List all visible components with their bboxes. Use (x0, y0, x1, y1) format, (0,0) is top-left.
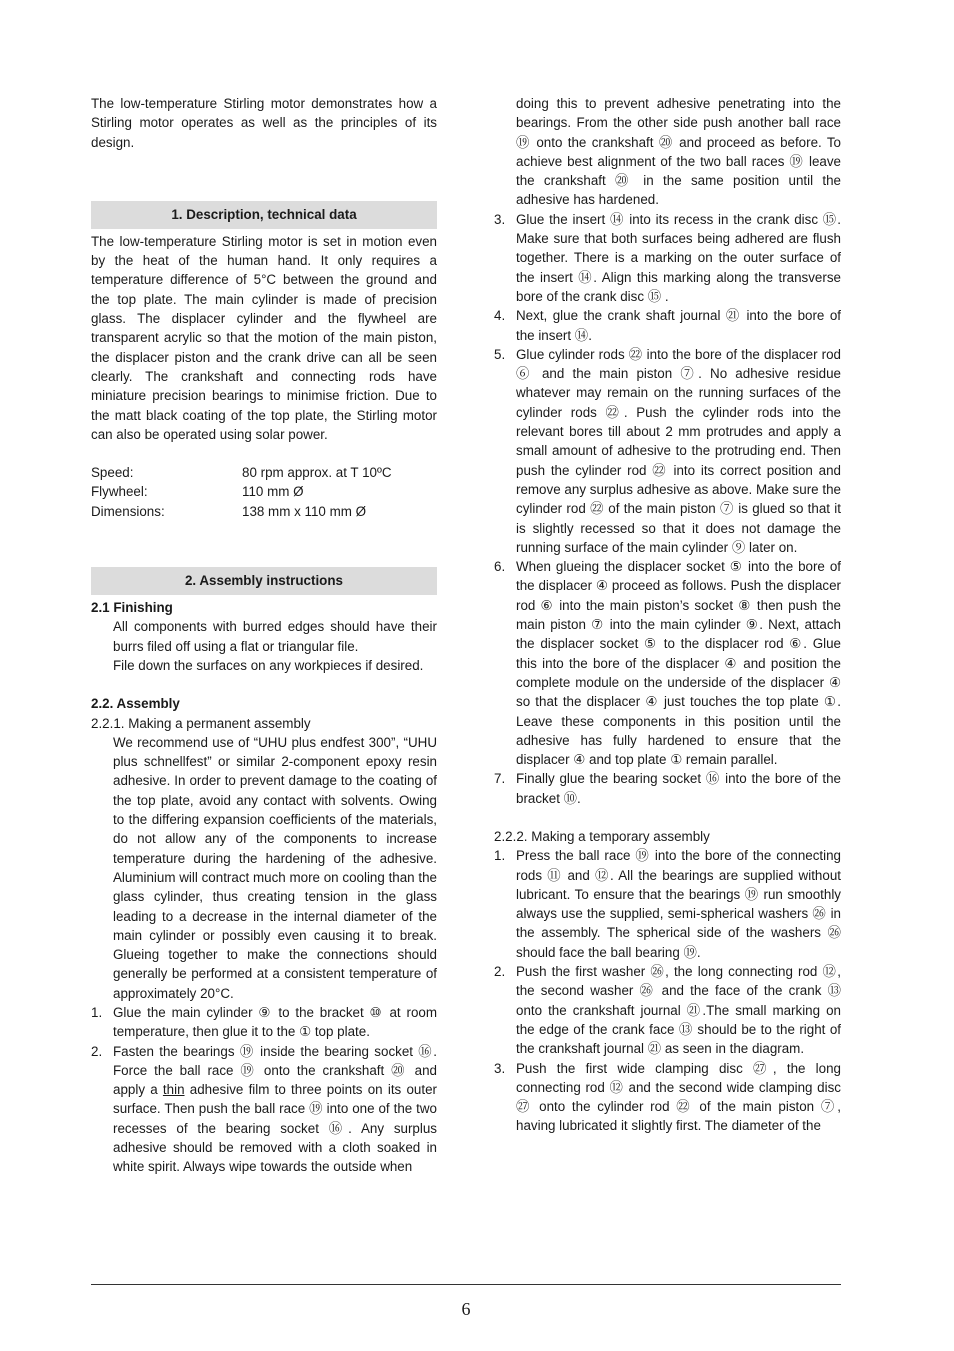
text-part: Fasten the bearings ⑲ inside the bearing socket ⑯. Force the ball race ⑲ onto the crankshaft ⑳ and apply a (113, 1043, 437, 1098)
spec-row-flywheel (91, 482, 437, 501)
list-number: 6. (494, 559, 506, 575)
permanent-assembly-title: 2.2.1. Making a permanent assembly (91, 715, 311, 731)
list-text: Next, glue the crank shaft journal ㉑ into the bore of the insert ⑭. (516, 308, 841, 343)
list-item (91, 1042, 437, 1177)
finishing-paragraph-1: All components with burred edges should have their burrs filed off using a flat or triangular file. (113, 619, 437, 654)
list-text: Push the first wide clamping disc ㉗, the long connecting rod ⑫ and the second wide clamping disc ㉗ onto the cylinder rod ㉒ of the main piston ⑦, having lubricated it slightly first. The diameter of the (516, 1060, 841, 1134)
intro-paragraph: The low-temperature Stirling motor demonstrates how a Stirling motor operates as well as the principles of its design. (91, 96, 437, 150)
list-text: When glueing the displacer socket ⑤ into the bore of the displacer ④ proceed as follows. Push the displacer rod ⑥ into the main piston’s socket ⑧ then push the main piston ⑦ into the main cylinder ⑨. Next, attach the displacer socket ⑤ to the displacer rod ⑥. Glue this into the bore of the displacer ④ and position the complete module on the underside of the displacer ④ so that the displacer ④ just touches the top plate ①. Leave these components in this position until the adhesive has fully hardened to ensure that the displacer ④ and top plate ① remain parallel. (516, 559, 841, 768)
spec-row-dimensions (91, 502, 437, 521)
section1-body: The low-temperature Stirling motor is set in motion even by the heat of the human hand. It only requires a temperature difference of 5°C between the ground and the top plate. The main cylinder is made of precision glass. The displacer cylinder and the flywheel are transparent acrylic so that the motion of the main piston, the displacer piston and the crank drive can all be seen clearly. The crankshaft and connecting rods have miniature precision bearings to minimise friction. Due to the matt black coating of the top plate, the Stirling motor can also be operated using solar power. (91, 233, 437, 442)
list-item (494, 1059, 841, 1136)
assembly-title: 2.2. Assembly (91, 696, 180, 712)
list-item (494, 306, 841, 345)
list-number: 3. (494, 211, 506, 227)
list-item (494, 210, 841, 306)
footer-rule (91, 1284, 841, 1285)
list-text: Glue the main cylinder ⑨ to the bracket ⑩ at room temperature, then glue it to the ① top plate. (113, 1004, 437, 1040)
list-text: Glue cylinder rods ㉒ into the bore of the displacer rod ⑥ and the main piston ⑦. No adhesive residue whatever may remain on the running surfaces of the cylinder rods ㉒. Push the cylinder rods into the relevant bores till about 2 mm protrudes and apply a small amount of adhesive to the protruding end. Then push the cylinder rod ㉒ into its correct position and remove any surplus adhesive as above. Make sure the cylinder rod ㉒ of the main piston ⑦ is glued so that it is slightly recessed so that it does not damage the running surface of the main cylinder ⑨ later on. (516, 346, 841, 555)
list-item (494, 769, 841, 808)
list-number: 5. (494, 346, 506, 362)
list-number: 7. (494, 771, 506, 787)
list-number: 2. (91, 1043, 103, 1059)
temporary-assembly-title: 2.2.2. Making a temporary assembly (494, 828, 710, 844)
section2-heading: 2. Assembly instructions (91, 567, 437, 595)
list-text: Glue the insert ⑭ into its recess in the crank disc ⑮. Make sure that both surfaces being adhered are flush together. There is a marking on the outer surface of the insert ⑭. Align this marking along the transverse bore of the crank disc ⑮ . (516, 211, 841, 304)
finishing-title: 2.1 Finishing (91, 600, 173, 616)
text-part: adhesive film to three points on its outer surface. Then push the ball race ⑲ into one of the two recesses of the bearing socket ⑯. Any surplus adhesive should be removed with a cloth soaked in white spirit. Always wipe towards the outside when (113, 1082, 437, 1175)
right-column (494, 94, 841, 1136)
finishing-paragraph-2: File down the surfaces on any workpieces if desired. (113, 657, 424, 673)
list-item (91, 1003, 437, 1042)
list-number: 1. (91, 1004, 103, 1020)
list-item (494, 846, 841, 962)
list-number: 3. (494, 1060, 506, 1076)
step2-continued: doing this to prevent adhesive penetrating into the bearings. From the other side push another ball race ⑲ onto the crankshaft ⑳ and proceed as before. To achieve best alignment of the two ball races ⑲ leave the crankshaft ⑳ in the same position until the adhesive has hardened. (516, 96, 841, 208)
spec-value: 138 mm x 110 mm Ø (242, 503, 367, 519)
spec-table (91, 463, 437, 521)
spec-value: 110 mm Ø (242, 484, 304, 500)
list-text: Press the ball race ⑲ into the bore of the connecting rods ⑪ and ⑫. All the bearings are supplied without lubricant. To ensure that the bearings ⑲ run smoothly always use the supplied, semi-spherical washers ㉖ in the assembly. The spherical side of the washers ㉖ should face the ball bearing ⑲. (516, 848, 841, 960)
list-text: Finally glue the bearing socket ⑯ into the bore of the bracket ⑩. (516, 771, 841, 806)
page-number: 6 (461, 1299, 471, 1319)
list-number: 1. (494, 848, 506, 864)
left-column (91, 94, 437, 1177)
spec-label: Flywheel: (91, 484, 148, 500)
list-item (494, 557, 841, 769)
spec-value: 80 rpm approx. at T 10ºC (242, 465, 392, 481)
list-number: 2. (494, 964, 506, 980)
list-number: 4. (494, 308, 506, 324)
list-text (113, 1042, 437, 1177)
spec-label: Speed: (91, 465, 134, 481)
list-item (494, 962, 841, 1058)
underlined-word: thin (162, 1082, 185, 1098)
list-text: Push the first washer ㉖, the long connecting rod ⑫, the second washer ㉖ and the face of the crank ⑬ onto the crankshaft journal ㉑.The small marking on the edge of the crank face ⑬ should be to the right of the crankshaft journal ㉑ as seen in the diagram. (516, 964, 841, 1057)
spec-label: Dimensions: (91, 503, 165, 519)
list-item (494, 345, 841, 557)
permanent-assembly-body: We recommend use of “UHU plus endfest 300”, “UHU plus schnellfest” or similar 2-component epoxy resin adhesive. In order to prevent damage to the coating of the top plate, avoid any contact with solvents. Owing to the differing expansion coefficients of the materials, do not allow any of the components to increase temperature during the hardening of the adhesive. Aluminium will contract much more on cooling than the glass cylinder, thus creating tension in the glass leading to a decrease in the internal diameter of the main cylinder or possibly even causing it to break. Glueing together to make the connections should generally be performed at a consistent temperature of approximately 20°C. (113, 734, 437, 1001)
spec-row-speed (91, 463, 437, 482)
section1-heading: 1. Description, technical data (91, 201, 437, 229)
